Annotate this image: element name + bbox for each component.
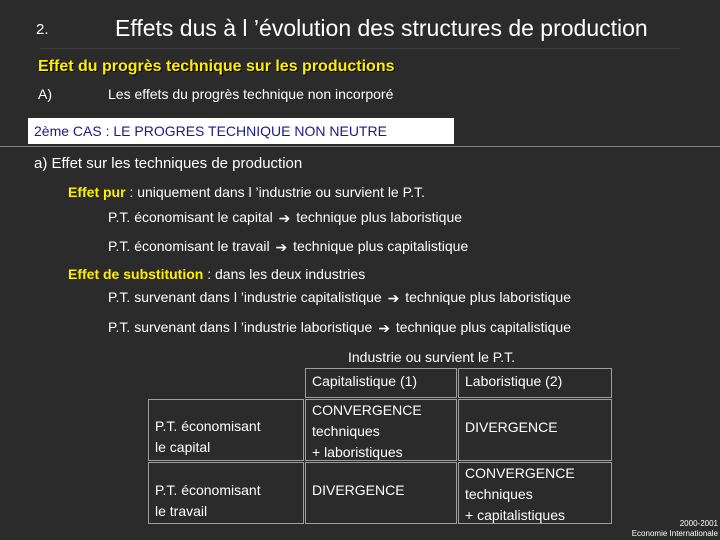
cell-capital-laboristique: DIVERGENCE [458,399,612,461]
effet-pur-line-1 [108,209,462,226]
footer-course: Economie Internationale [631,529,718,538]
divider-line [0,146,720,147]
effet-substitution-line-2 [108,319,571,336]
section-a-heading: a) Effet sur les techniques de production [34,155,303,172]
line-right: technique plus capitalistique [293,238,469,254]
right-arrow-icon: ➔ [378,320,390,336]
effet-substitution-desc: : dans les deux industries [203,266,366,282]
subtitle: Effet du progrès technique sur les productions [38,58,395,75]
cell-travail-laboristique: CONVERGENCE techniques + capitalistiques [458,462,612,524]
effet-substitution-title: Effet de substitution [68,266,204,282]
slide-title: Effets dus à l ’évolution des structures de production [115,15,648,41]
line-left: P.T. économisant le capital [108,209,273,225]
line-right: technique plus capitalistique [395,319,571,335]
title-rule [40,48,680,49]
footer-year: 2000-2001 [679,519,718,528]
section-text: Les effets du progrès technique non incorporé [108,86,394,102]
section-label: A) [38,86,52,102]
right-arrow-icon: ➔ [387,290,400,306]
effet-pur-title: Effet pur [68,184,126,200]
effet-pur-line-2 [108,238,468,255]
effet-pur-desc: : uniquement dans l ’industrie ou survient le P.T. [125,184,425,200]
row-header-capital: P.T. économisant le capital [148,399,304,461]
line-left: P.T. survenant dans l ’industrie capitalistique [108,289,382,305]
cell-capital-capitalistique: CONVERGENCE techniques + laboristiques [305,399,457,461]
effet-pur-heading [68,184,425,200]
line-right: technique plus laboristique [405,289,571,305]
column-header-capitalistique: Capitalistique (1) [305,368,457,398]
table-header: Industrie ou survient le P.T. [348,349,516,365]
row-header-travail: P.T. économisant le travail [148,462,304,524]
line-left: P.T. survenant dans l ’industrie laboristique [108,319,373,335]
effet-substitution-heading [68,266,365,282]
line-right: technique plus laboristique [296,209,463,225]
line-left: P.T. économisant le travail [108,238,270,254]
footer [632,519,718,539]
effet-substitution-line-1 [108,289,571,306]
right-arrow-icon: ➔ [275,239,288,255]
case-box: 2ème CAS : LE PROGRES TECHNIQUE NON NEUTRE [28,118,454,144]
right-arrow-icon: ➔ [278,210,291,226]
slide-number: 2. [36,21,49,38]
cell-travail-capitalistique: DIVERGENCE [305,462,457,524]
column-header-laboristique: Laboristique (2) [458,368,612,398]
